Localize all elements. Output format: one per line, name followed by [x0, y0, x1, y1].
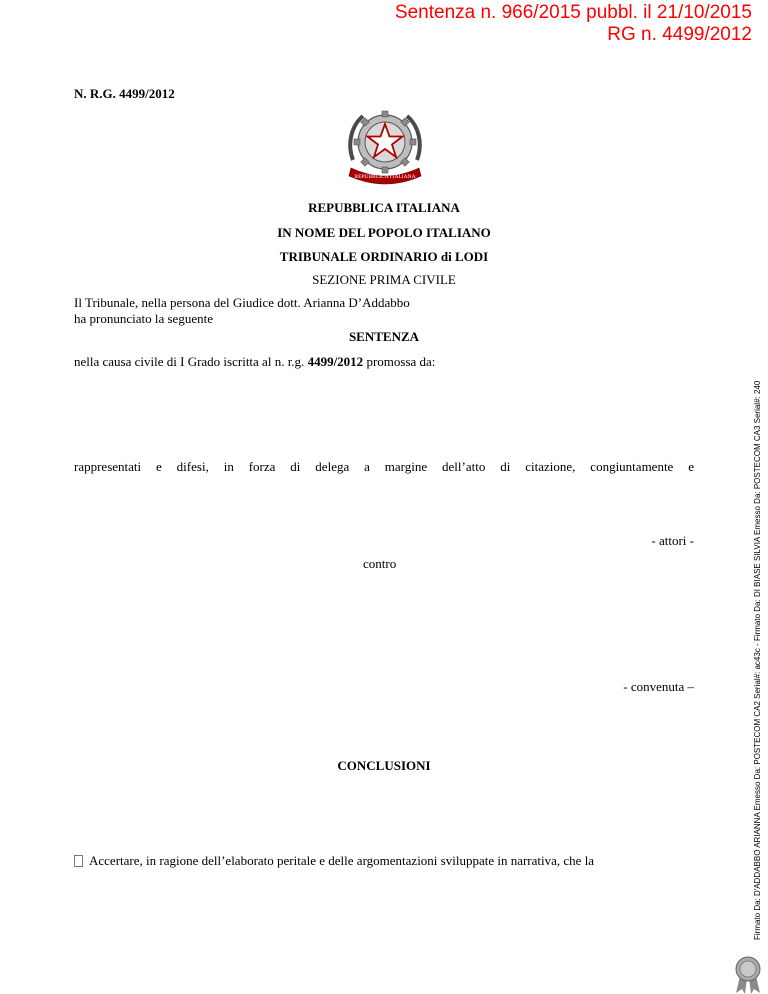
plaintiffs-label: - attori -: [651, 533, 694, 548]
rg-number: N. R.G. 4499/2012: [74, 86, 175, 101]
document-title: SENTENZA: [348, 329, 420, 344]
publication-watermark: [395, 2, 752, 46]
heading-court: TRIBUNALE ORDINARIO di LODI: [279, 249, 489, 264]
against-label: contro: [363, 556, 397, 571]
case-number: 4499/2012: [307, 354, 364, 369]
defendant-label: - convenuta –: [623, 679, 694, 694]
svg-text:REPUBBLICA ITALIANA: REPUBBLICA ITALIANA: [354, 174, 416, 180]
signature-seal-icon: [730, 954, 766, 994]
digital-signature-strip: Firmato Da: D'ADDABBO ARIANNA Emesso Da: POSTECOM CA2 Serial#: ac43c - Firmato Da: DI BIASE SILVIA Emesso Da: POSTECOM CA3 Serial#: 240: [753, 380, 762, 940]
watermark-line-rg: RG n. 4499/2012: [607, 24, 752, 45]
bullet-box-icon: [74, 855, 83, 867]
intro-line-judge: Il Tribunale, nella persona del Giudice dott. Arianna D’Addabbo: [74, 295, 410, 310]
watermark-line-sentenza: Sentenza n. 966/2015 pubbl. il 21/10/2015: [394, 2, 752, 23]
heading-people: IN NOME DEL POPOLO ITALIANO: [277, 225, 491, 240]
case-suffix: promossa da:: [363, 354, 436, 369]
italian-republic-emblem-icon: [343, 108, 428, 188]
case-line: [74, 354, 435, 370]
conclusion-point-1: [74, 853, 594, 869]
heading-republic: REPUBBLICA ITALIANA: [308, 200, 460, 215]
heading-section: SEZIONE PRIMA CIVILE: [312, 272, 456, 287]
case-prefix: nella causa civile di I Grado iscritta al n. r.g.: [74, 354, 308, 369]
intro-line-pronounce: ha pronunciato la seguente: [74, 311, 213, 326]
conclusion-point-1-text: Accertare, in ragione dell’elaborato peritale e delle argomentazioni sviluppate in narrativa, che la: [89, 853, 595, 868]
conclusions-heading: CONCLUSIONI: [337, 758, 431, 773]
represented-line: rappresentati e difesi, in forza di delega a margine dell’atto di citazione, congiuntamente e: [74, 459, 694, 474]
